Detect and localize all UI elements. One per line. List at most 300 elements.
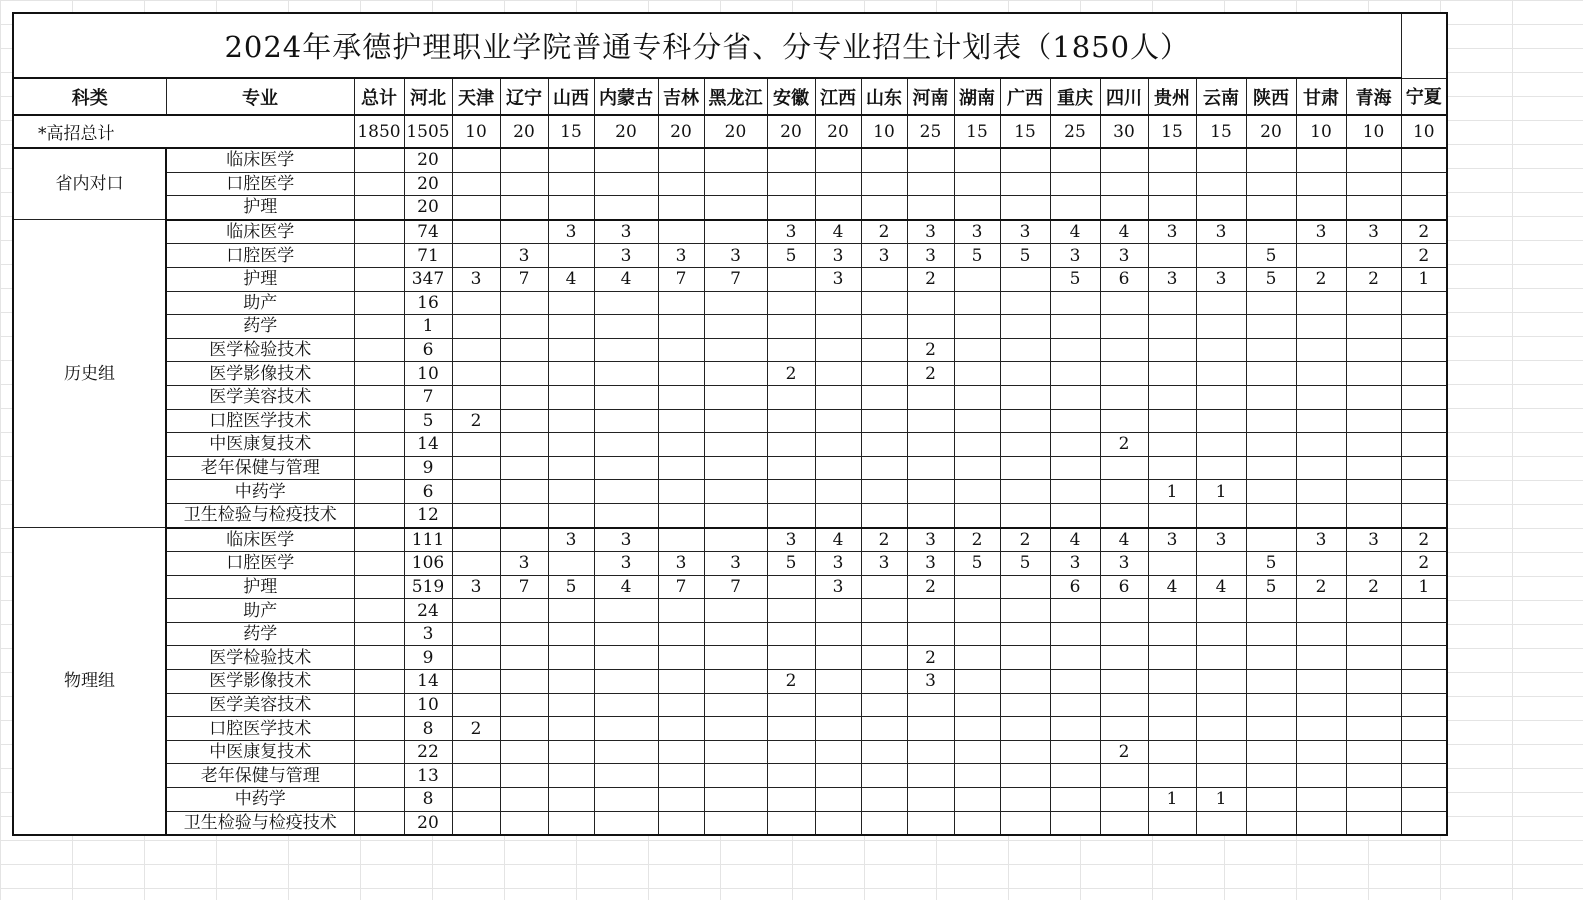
value-cell: [548, 788, 594, 812]
value-cell: [1050, 764, 1100, 788]
value-cell: [1000, 811, 1050, 835]
value-cell: [1296, 291, 1346, 315]
value-cell: 4: [815, 528, 861, 552]
value-cell: [1296, 480, 1346, 504]
value-cell: [1296, 622, 1346, 646]
value-cell: [548, 552, 594, 576]
value-cell: [1050, 622, 1100, 646]
value-cell: [548, 148, 594, 172]
value-cell: [548, 670, 594, 694]
value-cell: 3: [861, 244, 907, 268]
value-cell: 7: [658, 575, 704, 599]
major-cell: 药学: [166, 622, 354, 646]
value-cell: [1296, 503, 1346, 527]
value-cell: [1401, 740, 1447, 764]
value-cell: [594, 503, 658, 527]
value-cell: [500, 788, 548, 812]
table-row: [13, 622, 1447, 646]
value-cell: [954, 385, 1000, 409]
value-cell: [907, 456, 954, 480]
value-cell: [907, 503, 954, 527]
value-cell: [815, 670, 861, 694]
value-cell: [452, 811, 500, 835]
value-cell: 3: [1050, 244, 1100, 268]
value-cell: [861, 291, 907, 315]
value-cell: [954, 811, 1000, 835]
value-cell: [704, 740, 767, 764]
grand-total-province-value: 10: [1296, 115, 1346, 148]
value-cell: [861, 385, 907, 409]
value-cell: [1296, 433, 1346, 457]
value-cell: 3: [1196, 528, 1246, 552]
value-cell: [1296, 599, 1346, 623]
value-cell: [704, 172, 767, 196]
value-cell: [1100, 693, 1148, 717]
major-cell: 中药学: [166, 788, 354, 812]
value-cell: [954, 291, 1000, 315]
value-cell: [1196, 670, 1246, 694]
header-province: 广西: [1000, 78, 1050, 115]
value-cell: 2: [1296, 575, 1346, 599]
value-cell: [452, 552, 500, 576]
value-cell: [1148, 433, 1196, 457]
value-cell: [1050, 480, 1100, 504]
value-cell: 2: [907, 575, 954, 599]
value-cell: [1196, 338, 1246, 362]
value-cell: [767, 717, 815, 741]
value-cell: [548, 172, 594, 196]
value-cell: [815, 764, 861, 788]
value-cell: 3: [594, 244, 658, 268]
value-cell: [594, 480, 658, 504]
value-cell: [1196, 717, 1246, 741]
value-cell: [907, 196, 954, 220]
value-cell: 3: [548, 528, 594, 552]
value-cell: [1346, 503, 1401, 527]
grand-total-label: *高招总计: [13, 115, 354, 148]
value-cell: [954, 575, 1000, 599]
major-cell: 临床医学: [166, 148, 354, 172]
value-cell: [815, 291, 861, 315]
value-cell: 7: [500, 267, 548, 291]
value-cell: 6: [1100, 575, 1148, 599]
value-cell: 2: [1296, 267, 1346, 291]
value-cell: [907, 172, 954, 196]
value-cell: [594, 740, 658, 764]
value-cell: [658, 599, 704, 623]
value-cell: 5: [1246, 575, 1296, 599]
value-cell: [907, 291, 954, 315]
value-cell: [1196, 811, 1246, 835]
value-cell: [1196, 646, 1246, 670]
value-cell: [1050, 362, 1100, 386]
value-cell: 3: [594, 528, 658, 552]
value-cell: 2: [954, 528, 1000, 552]
table-row: [13, 670, 1447, 694]
value-cell: 5: [1000, 244, 1050, 268]
value-cell: [1296, 788, 1346, 812]
value-cell: [500, 670, 548, 694]
value-cell: 24: [404, 599, 452, 623]
value-cell: [1000, 480, 1050, 504]
value-cell: [1050, 338, 1100, 362]
value-cell: [1000, 315, 1050, 339]
major-cell: 医学影像技术: [166, 362, 354, 386]
value-cell: 2: [907, 646, 954, 670]
value-cell: [861, 740, 907, 764]
value-cell: [704, 670, 767, 694]
value-cell: [1246, 622, 1296, 646]
value-cell: 13: [404, 764, 452, 788]
table-row: [13, 740, 1447, 764]
value-cell: 4: [1050, 528, 1100, 552]
value-cell: 2: [1100, 433, 1148, 457]
value-cell: [500, 409, 548, 433]
value-cell: [452, 244, 500, 268]
value-cell: [1246, 740, 1296, 764]
value-cell: [1246, 409, 1296, 433]
value-cell: [767, 338, 815, 362]
value-cell: [1246, 433, 1296, 457]
value-cell: [704, 315, 767, 339]
value-cell: [1296, 338, 1346, 362]
header-province: 江西: [815, 78, 861, 115]
major-cell: 口腔医学技术: [166, 717, 354, 741]
value-cell: [954, 456, 1000, 480]
value-cell: [1246, 291, 1296, 315]
value-cell: [767, 315, 815, 339]
value-cell: [1148, 385, 1196, 409]
value-cell: [452, 196, 500, 220]
value-cell: [1246, 670, 1296, 694]
header-province: 山东: [861, 78, 907, 115]
header-province: 云南: [1196, 78, 1246, 115]
value-cell: [1100, 503, 1148, 527]
header-province: 辽宁: [500, 78, 548, 115]
value-cell: [861, 267, 907, 291]
value-cell: [548, 196, 594, 220]
value-cell: 10: [404, 693, 452, 717]
value-cell: [1100, 338, 1148, 362]
header-province: 四川: [1100, 78, 1148, 115]
value-cell: [548, 338, 594, 362]
value-cell: [1346, 291, 1401, 315]
major-cell: 医学影像技术: [166, 670, 354, 694]
value-cell: [1148, 552, 1196, 576]
value-cell: [1296, 552, 1346, 576]
grand-total-value: 1850: [354, 115, 404, 148]
value-cell: 3: [815, 575, 861, 599]
grand-total-province-value: 15: [1148, 115, 1196, 148]
value-cell: [452, 385, 500, 409]
major-cell: 卫生检验与检疫技术: [166, 503, 354, 527]
grand-total-province-value: 15: [1000, 115, 1050, 148]
value-cell: 4: [594, 575, 658, 599]
value-cell: [907, 599, 954, 623]
value-cell: [594, 670, 658, 694]
value-cell: [907, 148, 954, 172]
value-cell: [1148, 315, 1196, 339]
header-province: 甘肃: [1296, 78, 1346, 115]
value-cell: [767, 764, 815, 788]
value-cell: 4: [1148, 575, 1196, 599]
value-cell: [548, 764, 594, 788]
major-cell: 口腔医学: [166, 244, 354, 268]
value-cell: [658, 670, 704, 694]
header-province: 宁夏: [1401, 78, 1447, 115]
value-cell: [548, 315, 594, 339]
value-cell: [704, 362, 767, 386]
value-cell: [704, 764, 767, 788]
value-cell: [1000, 338, 1050, 362]
value-cell: [1346, 599, 1401, 623]
value-cell: [1401, 622, 1447, 646]
value-cell: [1100, 764, 1148, 788]
table-row: [13, 788, 1447, 812]
value-cell: 3: [1000, 220, 1050, 244]
value-cell: [1050, 148, 1100, 172]
value-cell: [1000, 764, 1050, 788]
row-total-cell: [354, 788, 404, 812]
value-cell: [1050, 740, 1100, 764]
category-cell: 历史组: [13, 220, 166, 528]
value-cell: [452, 788, 500, 812]
grand-total-province-value: 15: [548, 115, 594, 148]
value-cell: [767, 646, 815, 670]
value-cell: [1196, 552, 1246, 576]
value-cell: 3: [815, 267, 861, 291]
value-cell: 111: [404, 528, 452, 552]
table-row: [13, 172, 1447, 196]
value-cell: [815, 717, 861, 741]
value-cell: [907, 385, 954, 409]
value-cell: [815, 622, 861, 646]
value-cell: [1401, 480, 1447, 504]
value-cell: [767, 148, 815, 172]
value-cell: 5: [1050, 267, 1100, 291]
value-cell: 16: [404, 291, 452, 315]
value-cell: [815, 385, 861, 409]
value-cell: [658, 646, 704, 670]
value-cell: [1050, 788, 1100, 812]
value-cell: [1246, 528, 1296, 552]
value-cell: [1196, 385, 1246, 409]
value-cell: 6: [1050, 575, 1100, 599]
value-cell: [1148, 811, 1196, 835]
table-row: [13, 717, 1447, 741]
grand-total-province-value: 10: [1346, 115, 1401, 148]
value-cell: 1: [1148, 788, 1196, 812]
major-cell: 医学检验技术: [166, 338, 354, 362]
category-cell: 省内对口: [13, 148, 166, 220]
value-cell: [1148, 338, 1196, 362]
value-cell: 3: [1100, 244, 1148, 268]
value-cell: [815, 811, 861, 835]
value-cell: [658, 764, 704, 788]
value-cell: [500, 433, 548, 457]
value-cell: [594, 646, 658, 670]
row-total-cell: [354, 315, 404, 339]
value-cell: [452, 693, 500, 717]
value-cell: [1196, 196, 1246, 220]
value-cell: 3: [1148, 267, 1196, 291]
value-cell: 3: [594, 220, 658, 244]
value-cell: 3: [1346, 220, 1401, 244]
value-cell: 2: [452, 409, 500, 433]
value-cell: [1401, 456, 1447, 480]
value-cell: [767, 172, 815, 196]
value-cell: [1000, 291, 1050, 315]
value-cell: [548, 291, 594, 315]
value-cell: [907, 315, 954, 339]
value-cell: [767, 693, 815, 717]
value-cell: [658, 788, 704, 812]
value-cell: [658, 148, 704, 172]
value-cell: [1346, 456, 1401, 480]
value-cell: [954, 599, 1000, 623]
value-cell: [861, 338, 907, 362]
value-cell: [767, 196, 815, 220]
row-total-cell: [354, 338, 404, 362]
value-cell: [704, 503, 767, 527]
value-cell: [954, 315, 1000, 339]
value-cell: [1346, 409, 1401, 433]
value-cell: [861, 764, 907, 788]
row-total-cell: [354, 740, 404, 764]
value-cell: [548, 433, 594, 457]
value-cell: [1050, 315, 1100, 339]
value-cell: [1050, 811, 1100, 835]
row-total-cell: [354, 267, 404, 291]
value-cell: [704, 528, 767, 552]
major-cell: 医学美容技术: [166, 385, 354, 409]
value-cell: [815, 740, 861, 764]
value-cell: [1100, 788, 1148, 812]
value-cell: [594, 172, 658, 196]
value-cell: [861, 670, 907, 694]
value-cell: 2: [1401, 528, 1447, 552]
value-cell: [1050, 717, 1100, 741]
value-cell: [658, 338, 704, 362]
header-total: 总计: [354, 78, 404, 115]
value-cell: [954, 670, 1000, 694]
value-cell: [1148, 148, 1196, 172]
value-cell: 2: [1100, 740, 1148, 764]
value-cell: [954, 148, 1000, 172]
value-cell: [452, 480, 500, 504]
grand-total-province-value: 15: [954, 115, 1000, 148]
value-cell: [1296, 764, 1346, 788]
value-cell: [1401, 764, 1447, 788]
value-cell: [767, 433, 815, 457]
value-cell: [1100, 480, 1148, 504]
value-cell: [1346, 717, 1401, 741]
value-cell: [954, 788, 1000, 812]
value-cell: [861, 480, 907, 504]
value-cell: [1296, 315, 1346, 339]
value-cell: [452, 528, 500, 552]
value-cell: 22: [404, 740, 452, 764]
value-cell: 3: [1196, 220, 1246, 244]
value-cell: [1296, 409, 1346, 433]
value-cell: [704, 717, 767, 741]
value-cell: [594, 764, 658, 788]
value-cell: 2: [861, 220, 907, 244]
value-cell: [861, 599, 907, 623]
table-row: [13, 220, 1447, 244]
value-cell: [1401, 338, 1447, 362]
value-cell: [1401, 811, 1447, 835]
value-cell: 2: [1401, 244, 1447, 268]
value-cell: [1246, 693, 1296, 717]
value-cell: [594, 409, 658, 433]
value-cell: [907, 693, 954, 717]
value-cell: [500, 693, 548, 717]
value-cell: [1346, 646, 1401, 670]
table-row: [13, 433, 1447, 457]
value-cell: [658, 503, 704, 527]
value-cell: [1148, 291, 1196, 315]
value-cell: [1346, 670, 1401, 694]
value-cell: [548, 244, 594, 268]
major-cell: 老年保健与管理: [166, 456, 354, 480]
table-row: [13, 362, 1447, 386]
row-total-cell: [354, 362, 404, 386]
grand-total-province-value: 30: [1100, 115, 1148, 148]
value-cell: [594, 291, 658, 315]
value-cell: 4: [1050, 220, 1100, 244]
value-cell: [1246, 480, 1296, 504]
value-cell: [704, 291, 767, 315]
value-cell: [861, 315, 907, 339]
value-cell: 6: [1100, 267, 1148, 291]
value-cell: [815, 693, 861, 717]
value-cell: [1148, 409, 1196, 433]
value-cell: 9: [404, 456, 452, 480]
value-cell: [1346, 196, 1401, 220]
value-cell: 1: [1148, 480, 1196, 504]
value-cell: [1100, 811, 1148, 835]
value-cell: [1346, 433, 1401, 457]
value-cell: [1100, 148, 1148, 172]
value-cell: [861, 646, 907, 670]
value-cell: [1246, 456, 1296, 480]
value-cell: [594, 717, 658, 741]
value-cell: [1000, 670, 1050, 694]
major-cell: 老年保健与管理: [166, 764, 354, 788]
value-cell: [548, 480, 594, 504]
value-cell: [1401, 385, 1447, 409]
value-cell: [658, 220, 704, 244]
value-cell: [1196, 693, 1246, 717]
value-cell: 3: [1050, 552, 1100, 576]
value-cell: [907, 433, 954, 457]
row-total-cell: [354, 456, 404, 480]
value-cell: [452, 622, 500, 646]
value-cell: [1050, 196, 1100, 220]
value-cell: [1000, 409, 1050, 433]
value-cell: 7: [704, 267, 767, 291]
value-cell: [954, 717, 1000, 741]
value-cell: [954, 740, 1000, 764]
table-row: [13, 148, 1447, 172]
major-cell: 药学: [166, 315, 354, 339]
value-cell: [1050, 385, 1100, 409]
value-cell: 106: [404, 552, 452, 576]
value-cell: 5: [1000, 552, 1050, 576]
value-cell: [452, 433, 500, 457]
value-cell: [1050, 172, 1100, 196]
